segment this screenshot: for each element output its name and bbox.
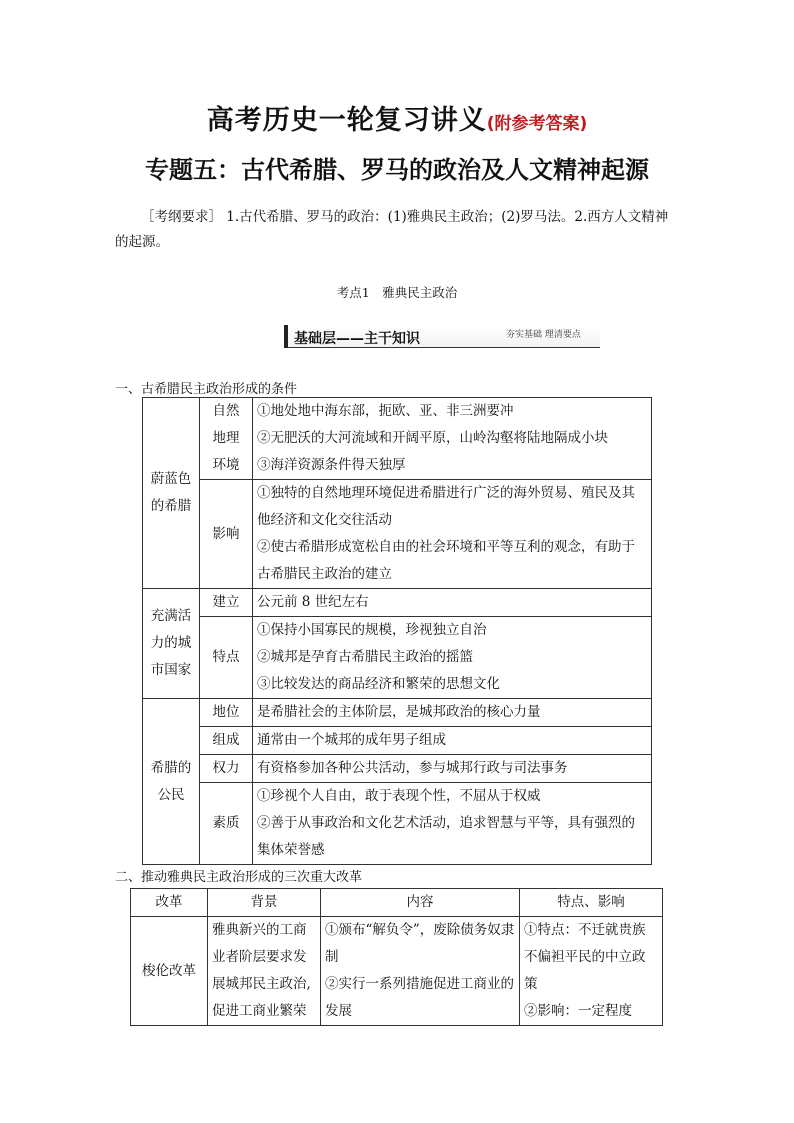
exam-requirements: ［考纲要求］ 1.古代希腊、罗马的政治：(1)雅典民主政治；(2)罗马法。2.西方人文精神的起源。 [115, 209, 669, 250]
reform-name: 梭伦改革 [131, 917, 208, 1026]
table-row [143, 755, 652, 783]
table-cell: ①独特的自然地理环境促进希腊进行广泛的海外贸易、殖民及其他经济和文化交往活动 ②使古希腊形成宽松自由的社会环境和平等互利的观念，有助于古希腊民主政治的建立 [253, 480, 652, 589]
header-reform: 改革 [131, 889, 208, 917]
section-banner [284, 325, 600, 348]
table-row [143, 699, 652, 727]
header-content: 内容 [321, 889, 520, 917]
table-cell: 有资格参加各种公共活动，参与城邦行政与司法事务 [253, 755, 652, 783]
table-cell: ①地处地中海东部，扼欧、亚、非三洲要冲 ②无肥沃的大河流域和开阔平原，山岭沟壑将陆地隔成小块 ③海洋资源条件得天独厚 [253, 398, 652, 480]
table-row [143, 727, 652, 755]
table-cell: 公元前 8 世纪左右 [253, 589, 652, 617]
table-row [143, 398, 652, 480]
row-label: 权力 [200, 755, 253, 783]
header-features: 特点、影响 [520, 889, 663, 917]
banner-subtitle: 夯实基础 理清要点 [506, 330, 581, 340]
reforms-table [130, 888, 663, 1026]
banner-title: 基础层——主干知识 [294, 331, 420, 347]
banner-bar [284, 325, 288, 348]
table-cell: ①保持小国寡民的规模，珍视独立自治 ②城邦是孕育古希腊民主政治的摇篮 ③比较发达的商品经济和繁荣的思想文化 [253, 617, 652, 699]
row-label: 建立 [200, 589, 253, 617]
row-label: 影响 [200, 480, 253, 589]
row-label: 组成 [200, 727, 253, 755]
table-row [143, 589, 652, 617]
title-main: 高考历史一轮复习讲义 [206, 105, 487, 136]
group-label: 充满活力的城市国家 [143, 589, 200, 699]
row-label: 地位 [200, 699, 253, 727]
row-label: 自然地理环境 [200, 398, 253, 480]
header-background: 背景 [208, 889, 321, 917]
section1-heading: 一、古希腊民主政治形成的条件 [115, 382, 298, 397]
conditions-table [142, 397, 652, 865]
reform-background: 雅典新兴的工商业者阶层要求发展城邦民主政治,促进工商业繁荣 [208, 917, 321, 1026]
topic-heading: 专题五：古代希腊、罗马的政治及人文精神起源 [145, 156, 649, 184]
table-cell: 是希腊社会的主体阶层，是城邦政治的核心力量 [253, 699, 652, 727]
row-label: 素质 [200, 783, 253, 865]
row-label: 特点 [200, 617, 253, 699]
title-note: (附参考答案) [486, 114, 588, 134]
table-cell: ①珍视个人自由，敢于表现个性，不屈从于权威 ②善于从事政治和文化艺术活动，追求智慧与平等，具有强烈的集体荣誉感 [253, 783, 652, 865]
table-row [143, 480, 652, 589]
table-row [143, 617, 652, 699]
group-label: 蔚蓝色的希腊 [143, 398, 200, 589]
reform-content: ①颁布“解负令”，废除债务奴隶制 ②实行一系列措施促进工商业的发展 [321, 917, 520, 1026]
table-row [143, 783, 652, 865]
document-title [0, 98, 794, 137]
group-label: 希腊的公民 [143, 699, 200, 865]
table-cell: 通常由一个城邦的成年男子组成 [253, 727, 652, 755]
exam-point-heading: 考点1 雅典民主政治 [336, 285, 458, 300]
table-row [131, 917, 663, 1026]
table-header-row [131, 889, 663, 917]
reform-features: ①特点：不迁就贵族不偏袒平民的中立政策 ②影响：一定程度 [520, 917, 663, 1026]
section2-heading: 二、推动雅典民主政治形成的三次重大改革 [115, 870, 363, 885]
